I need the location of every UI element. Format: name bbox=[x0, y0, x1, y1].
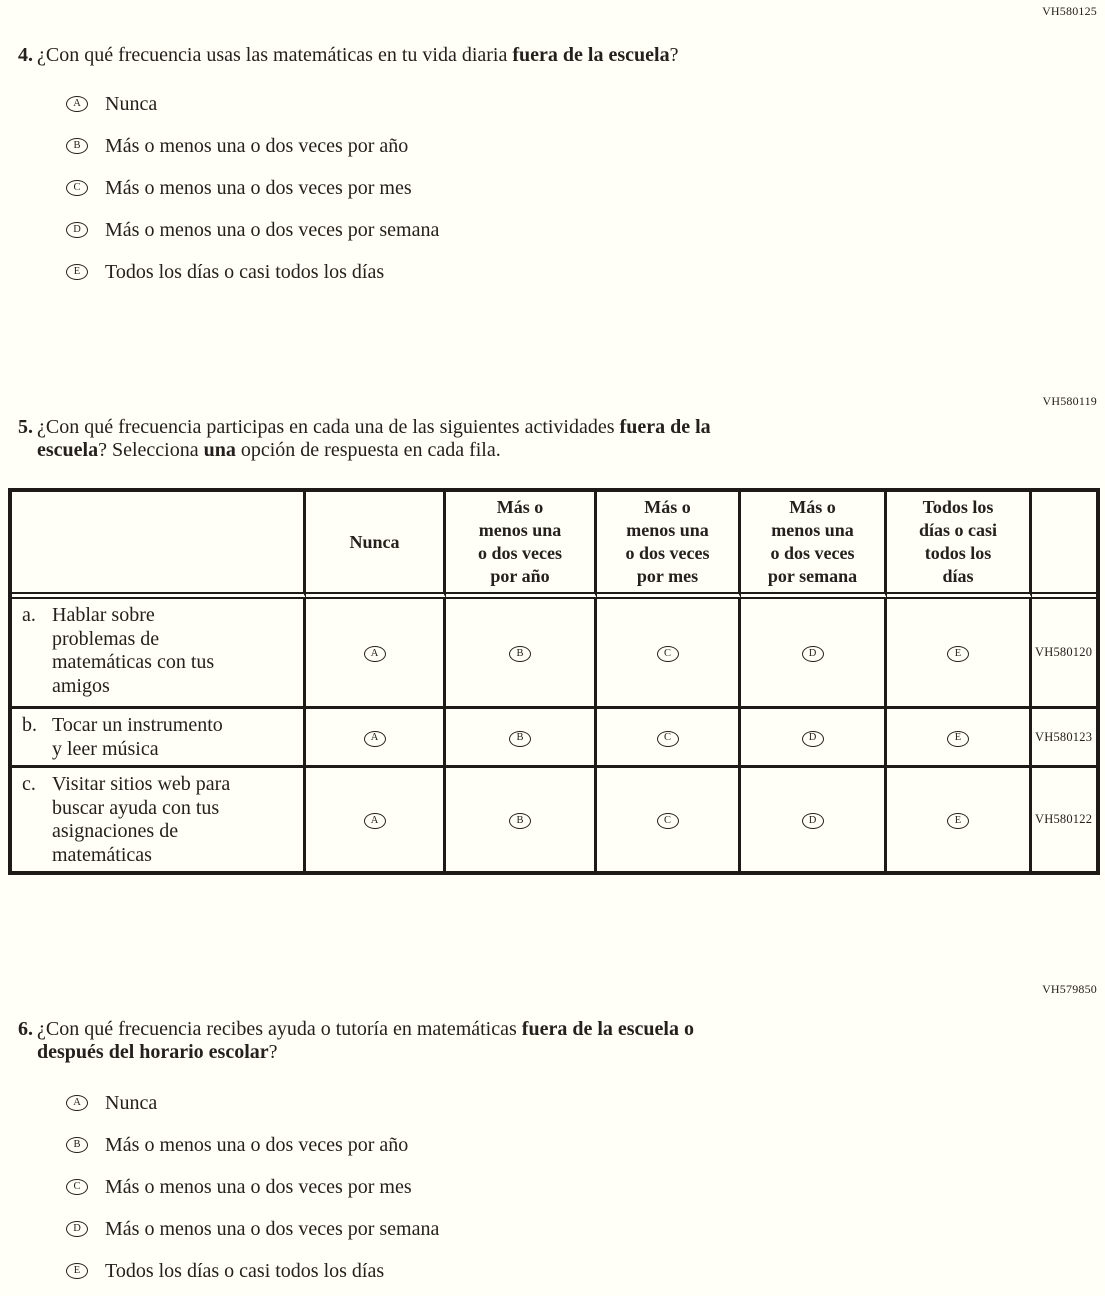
row-b-letter: b. bbox=[22, 714, 37, 736]
row-a-item bbox=[12, 599, 306, 709]
answer-bubble-e-icon[interactable] bbox=[66, 1263, 88, 1279]
q4-option-b-label: Más o menos una o dos veces por año bbox=[105, 134, 409, 157]
frequency-matrix-table bbox=[8, 488, 1100, 875]
bubble-letter: A bbox=[73, 97, 81, 109]
bubble-letter: B bbox=[516, 814, 524, 826]
answer-bubble-d-icon[interactable] bbox=[802, 731, 824, 747]
answer-bubble-d-icon[interactable] bbox=[802, 813, 824, 829]
answer-bubble-a-icon[interactable] bbox=[364, 646, 386, 662]
q6-option-e[interactable] bbox=[0, 1250, 1105, 1292]
row-c-cell-por-semana[interactable] bbox=[741, 768, 887, 871]
matrix-header-row bbox=[12, 492, 1096, 599]
row-b-text: Tocar un instrumento y leer música bbox=[52, 714, 223, 760]
q6-option-d[interactable] bbox=[0, 1208, 1105, 1250]
row-a-cell-por-semana[interactable] bbox=[741, 599, 887, 709]
row-c-cell-nunca[interactable] bbox=[306, 768, 446, 871]
q6-option-c[interactable] bbox=[0, 1166, 1105, 1208]
question-5-section bbox=[0, 394, 1105, 875]
row-a-cell-por-ano[interactable] bbox=[446, 599, 597, 709]
q4-option-e-label: Todos los días o casi todos los días bbox=[105, 260, 385, 283]
q4-option-c-label: Más o menos una o dos veces por mes bbox=[105, 176, 412, 199]
bubble-letter: A bbox=[370, 814, 379, 826]
answer-bubble-c-icon[interactable] bbox=[657, 646, 679, 662]
answer-bubble-e-icon[interactable] bbox=[947, 646, 969, 662]
question-4-code: VH580125 bbox=[1042, 4, 1097, 18]
question-5 bbox=[0, 416, 1105, 462]
row-a-text: Hablar sobre problemas de matemáticas con tus amigos bbox=[52, 604, 215, 697]
row-a-code: VH580120 bbox=[1032, 599, 1096, 709]
answer-bubble-b-icon[interactable] bbox=[509, 731, 531, 747]
question-6-section bbox=[0, 982, 1105, 1292]
q6-option-c-label: Más o menos una o dos veces por mes bbox=[105, 1175, 412, 1198]
row-c-cell-todos[interactable] bbox=[887, 768, 1032, 871]
question-5-number: 5. bbox=[18, 416, 33, 438]
q6-option-a-label: Nunca bbox=[105, 1091, 158, 1114]
matrix-header-code-col bbox=[1032, 492, 1096, 599]
row-b-cell-todos[interactable] bbox=[887, 709, 1032, 768]
answer-bubble-b-icon[interactable] bbox=[66, 1137, 88, 1153]
question-4-section bbox=[0, 4, 1105, 293]
q4-option-e[interactable] bbox=[0, 251, 1105, 293]
question-4-text: ¿Con qué frecuencia usas las matemáticas en tu vida diaria fuera de la escuela? bbox=[37, 44, 679, 66]
bubble-letter: B bbox=[73, 1138, 81, 1150]
q4-option-d-label: Más o menos una o dos veces por semana bbox=[105, 218, 440, 241]
question-4-number: 4. bbox=[18, 44, 33, 66]
answer-bubble-e-icon[interactable] bbox=[947, 731, 969, 747]
bubble-letter: C bbox=[663, 732, 671, 744]
bubble-letter: E bbox=[73, 265, 81, 277]
answer-bubble-a-icon[interactable] bbox=[364, 813, 386, 829]
row-b-item bbox=[12, 709, 306, 768]
bubble-letter: C bbox=[663, 647, 671, 659]
row-b-cell-por-mes[interactable] bbox=[597, 709, 741, 768]
bubble-letter: B bbox=[73, 139, 81, 151]
question-5-code: VH580119 bbox=[1042, 394, 1097, 408]
q6-option-b-label: Más o menos una o dos veces por año bbox=[105, 1133, 409, 1156]
row-b-code: VH580123 bbox=[1032, 709, 1096, 768]
matrix-header-por-mes: Más o menos una o dos veces por mes bbox=[597, 492, 741, 599]
q4-option-a-label: Nunca bbox=[105, 92, 158, 115]
answer-bubble-d-icon[interactable] bbox=[802, 646, 824, 662]
row-b-cell-por-ano[interactable] bbox=[446, 709, 597, 768]
q6-option-d-label: Más o menos una o dos veces por semana bbox=[105, 1217, 440, 1240]
bubble-letter: B bbox=[516, 647, 524, 659]
row-a-cell-todos[interactable] bbox=[887, 599, 1032, 709]
answer-bubble-e-icon[interactable] bbox=[947, 813, 969, 829]
question-6-text: ¿Con qué frecuencia recibes ayuda o tutoría en matemáticas fuera de la escuela o después del horario escolar? bbox=[37, 1018, 694, 1063]
bubble-letter: D bbox=[808, 814, 817, 826]
q4-option-b[interactable] bbox=[0, 125, 1105, 167]
matrix-header-todos-los-dias: Todos los días o casi todos los días bbox=[887, 492, 1032, 599]
answer-bubble-d-icon[interactable] bbox=[66, 1221, 88, 1237]
row-b-cell-por-semana[interactable] bbox=[741, 709, 887, 768]
q4-option-d[interactable] bbox=[0, 209, 1105, 251]
matrix-header-nunca: Nunca bbox=[306, 492, 446, 599]
bubble-letter: E bbox=[954, 732, 962, 744]
matrix-row-a bbox=[12, 599, 1096, 709]
q6-option-e-label: Todos los días o casi todos los días bbox=[105, 1259, 385, 1282]
matrix-header-por-semana: Más o menos una o dos veces por semana bbox=[741, 492, 887, 599]
bubble-letter: A bbox=[370, 732, 379, 744]
row-a-letter: a. bbox=[22, 604, 36, 626]
answer-bubble-b-icon[interactable] bbox=[66, 138, 88, 154]
row-a-cell-por-mes[interactable] bbox=[597, 599, 741, 709]
answer-bubble-c-icon[interactable] bbox=[66, 180, 88, 196]
q4-option-c[interactable] bbox=[0, 167, 1105, 209]
bubble-letter: E bbox=[73, 1264, 81, 1276]
question-6-options bbox=[0, 1082, 1105, 1292]
question-4 bbox=[0, 44, 1105, 67]
q6-option-a[interactable] bbox=[0, 1082, 1105, 1124]
bubble-letter: B bbox=[516, 732, 524, 744]
question-6 bbox=[0, 1018, 1105, 1064]
bubble-letter: D bbox=[808, 647, 817, 659]
row-c-code: VH580122 bbox=[1035, 812, 1093, 826]
bubble-letter: E bbox=[954, 814, 962, 826]
matrix-row-c bbox=[12, 768, 1096, 871]
answer-bubble-c-icon[interactable] bbox=[66, 1179, 88, 1195]
question-4-options bbox=[0, 83, 1105, 293]
bubble-letter: C bbox=[663, 814, 671, 826]
bubble-letter: D bbox=[73, 223, 81, 235]
matrix-header-empty bbox=[12, 492, 306, 599]
row-c-cell-por-mes[interactable] bbox=[597, 768, 741, 871]
row-c-letter: c. bbox=[22, 773, 36, 795]
question-6-code: VH579850 bbox=[1042, 982, 1097, 996]
q4-option-a[interactable] bbox=[0, 83, 1105, 125]
answer-bubble-a-icon[interactable] bbox=[364, 731, 386, 747]
row-b-cell-nunca[interactable] bbox=[306, 709, 446, 768]
answer-bubble-b-icon[interactable] bbox=[509, 813, 531, 829]
answer-bubble-c-icon[interactable] bbox=[657, 731, 679, 747]
row-c-text: Visitar sitios web para buscar ayuda con tus asignaciones de matemáticas bbox=[52, 773, 231, 866]
question-6-number: 6. bbox=[18, 1018, 33, 1040]
row-c-cell-por-ano[interactable] bbox=[446, 768, 597, 871]
answer-bubble-e-icon[interactable] bbox=[66, 264, 88, 280]
bubble-letter: E bbox=[954, 647, 962, 659]
row-a-cell-nunca[interactable] bbox=[306, 599, 446, 709]
bubble-letter: D bbox=[808, 732, 817, 744]
bubble-letter: A bbox=[370, 647, 379, 659]
bubble-letter: A bbox=[73, 1096, 81, 1108]
q6-option-b[interactable] bbox=[0, 1124, 1105, 1166]
matrix-row-b bbox=[12, 709, 1096, 768]
bubble-letter: C bbox=[73, 1180, 81, 1192]
question-5-text: ¿Con qué frecuencia participas en cada una de las siguientes actividades fuera de la escuela? Selecciona una opción de respuesta en cada fila. bbox=[37, 416, 711, 461]
answer-bubble-b-icon[interactable] bbox=[509, 646, 531, 662]
answer-bubble-a-icon[interactable] bbox=[66, 1095, 88, 1111]
answer-bubble-d-icon[interactable] bbox=[66, 222, 88, 238]
answer-bubble-c-icon[interactable] bbox=[657, 813, 679, 829]
bubble-letter: C bbox=[73, 181, 81, 193]
bubble-letter: D bbox=[73, 1222, 81, 1234]
answer-bubble-a-icon[interactable] bbox=[66, 96, 88, 112]
row-c-item bbox=[12, 768, 306, 871]
matrix-header-por-ano: Más o menos una o dos veces por año bbox=[446, 492, 597, 599]
